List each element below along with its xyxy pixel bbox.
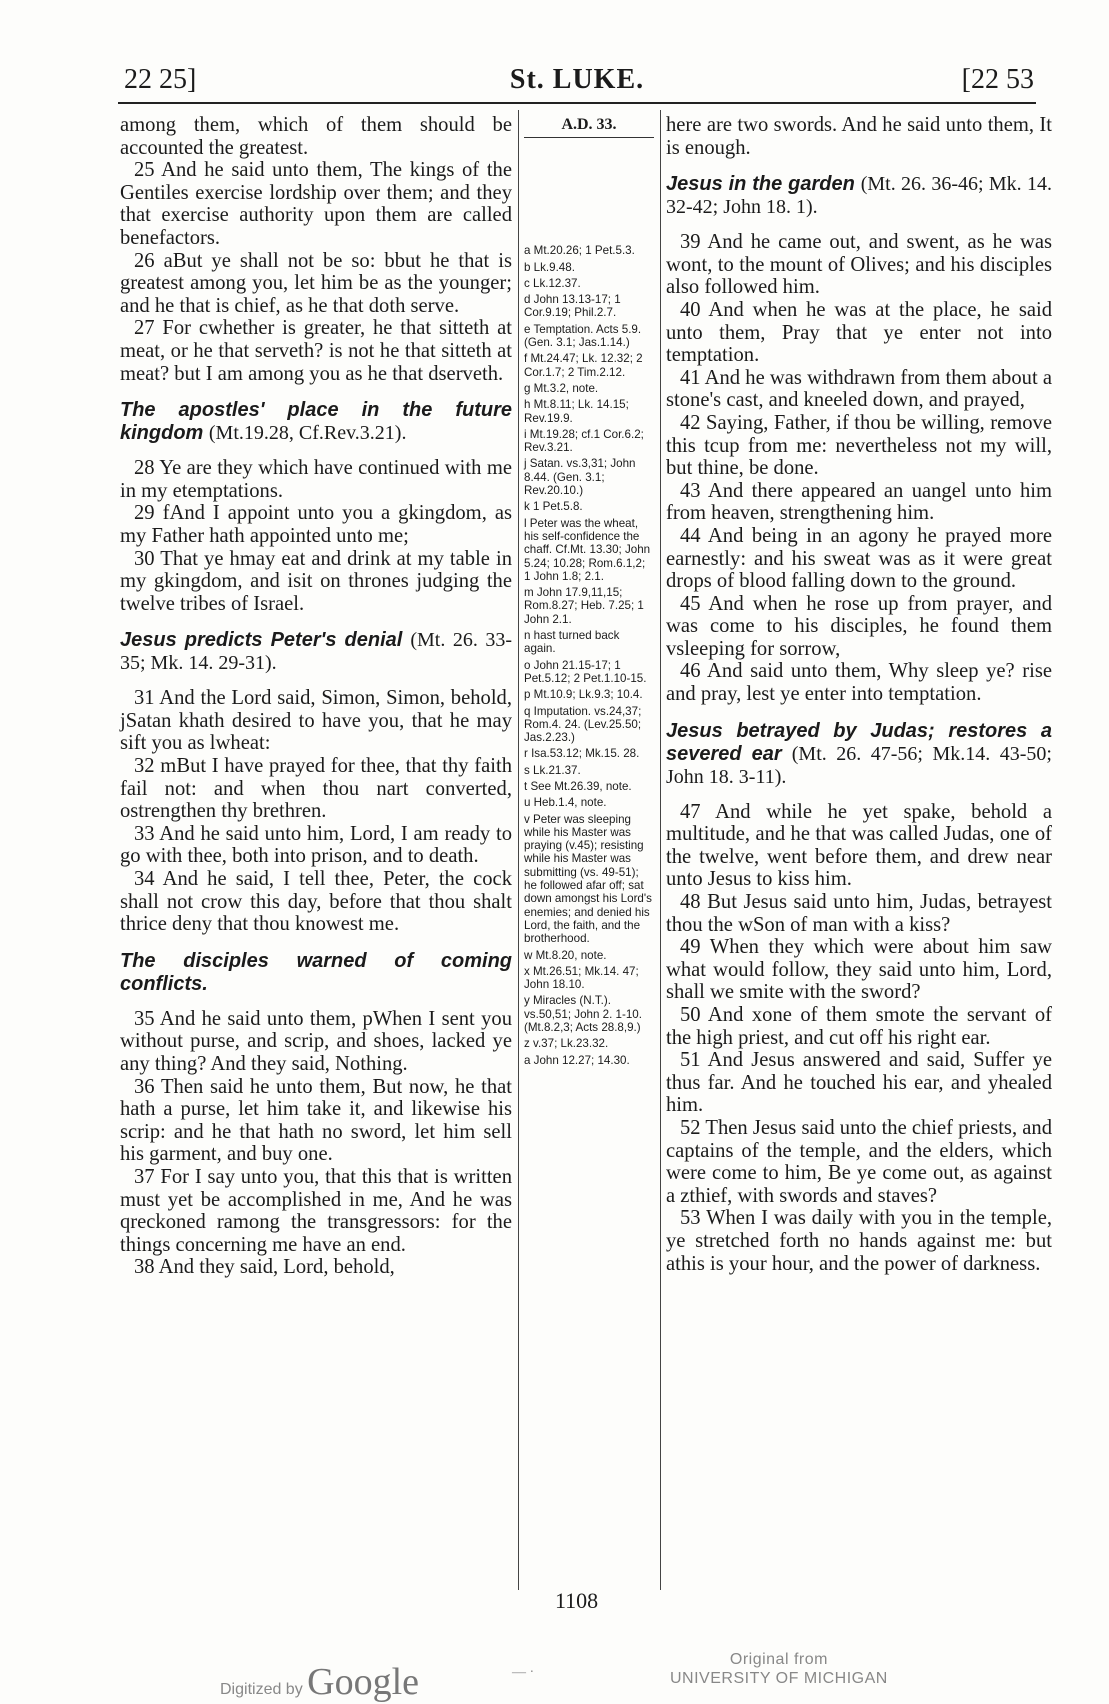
verse: 26 aBut ye shall not be so: bbut he that is greatest among you, let him be as the younger; and he that is chief, as he that doth serve. [120, 249, 512, 317]
verse: 51 And Jesus answered and said, Suffer ye thus far. And he touched his ear, and yhealed him. [666, 1049, 1052, 1117]
verse-continuation: here are two swords. And he said unto them, It is enough. [666, 114, 1052, 159]
margin-note: v Peter was sleeping while his Master was praying (v.45); resisting while his Master was submitting (vs. 49-51); he followed afar off; sat down amongst his Lord's enemies; and denied his Lord, the faith, and the brotherhood. [524, 812, 652, 946]
margin-note: a John 12.27; 14.30. [524, 1053, 630, 1067]
verse: 52 Then Jesus said unto the chief priests, and captains of the temple, and the elders, which were come to him, Be ye come out, as against a zthief, with swords and staves? [666, 1116, 1052, 1207]
section-heading-reference: (Mt. 26. 47-56; Mk.14. 43-50; John 18. 3-11). [666, 742, 1052, 788]
margin-note: c Lk.12.37. [524, 276, 581, 290]
verse: 30 That ye hmay eat and drink at my table in my gkingdom, and isit on thrones judging the twelve tribes of Israel. [120, 547, 512, 615]
column-divider-right [660, 110, 661, 1590]
section-heading-reference: (Mt. 26. 33-35; Mk. 14. 29-31). [120, 629, 512, 675]
margin-note: i Mt.19.28; cf.1 Cor.6.2; Rev.3.21. [524, 427, 644, 455]
verse: 25 And he said unto them, The kings of the Gentiles exercise lordship over them; and they that exercise authority upon them are called benefactors. [120, 159, 512, 249]
verse: 34 And he said, I tell thee, Peter, the cock shall not crow this day, before that thou shalt thrice deny that thou knowest me. [120, 868, 512, 936]
verse: 43 And there appeared an uangel unto him from heaven, strengthening him. [666, 479, 1052, 525]
margin-note: b Lk.9.48. [524, 260, 575, 274]
margin-note: q Imputation. vs.24,37; Rom.4. 24. (Lev.25.50; Jas.2.23.) [524, 704, 642, 745]
margin-note: z v.37; Lk.23.32. [524, 1037, 609, 1051]
margin-note: x Mt.26.51; Mk.14. 47; John 18.10. [524, 964, 639, 992]
section-heading-reference: (Mt.19.28, Cf.Rev.3.21). [208, 422, 407, 445]
margin-note: u Heb.1.4, note. [524, 796, 607, 810]
header-chapter-verse-right: [22 53 [961, 64, 1034, 95]
verse: 28 Ye are they which have continued with me in my etemptations. [120, 457, 512, 502]
year-label: A.D. 33. [524, 118, 654, 138]
verse: 38 And they said, Lord, behold, [134, 1256, 395, 1279]
verse: 32 mBut I have prayed for thee, that thy faith fail not: and when thou nart converted, ostrengthen thy brethren. [120, 755, 512, 823]
digitized-label: Digitized by [220, 1681, 303, 1698]
section-heading [120, 950, 512, 996]
margin-note: p Mt.10.9; Lk.9.3; 10.4. [524, 688, 643, 702]
verse: 49 When they which were about him saw what would follow, they said unto him, Lord, shall we smite with the sword? [666, 936, 1052, 1004]
verse: 31 And the Lord said, Simon, Simon, behold, jSatan khath desired to have you, that he may sift you as lwheat: [120, 687, 512, 755]
margin-note: e Temptation. Acts 5.9. (Gen. 3.1; Jas.1.14.) [524, 322, 642, 350]
margin-note: o John 21.15-17; 1 Pet.5.12; 2 Pet.1.10-15. [524, 658, 647, 685]
margin-note: j Satan. vs.3,31; John 8.44. (Gen. 3.1; Rev.20.10.) [524, 457, 636, 498]
verse: 53 When I was daily with you in the temple, ye stretched forth no hands against me: but athis is your hour, and the power of darkness. [666, 1207, 1052, 1275]
section-heading [666, 720, 1052, 789]
verse: 39 And he came out, and swent, as he was wont, to the mount of Olives; and his disciples also followed him. [666, 231, 1052, 299]
section-heading-title: Jesus in the garden [666, 173, 861, 196]
original-from-label: Original from [729, 1651, 828, 1668]
original-source-watermark [670, 1650, 888, 1688]
margin-notes-list [524, 244, 654, 1067]
verse-continuation: among them, which of them should be accounted the greatest. [120, 114, 512, 159]
section-heading-title: Jesus betrayed by Judas; restores a severed ear [666, 719, 1052, 765]
digitized-watermark [220, 1660, 419, 1704]
margin-note: m John 17.9,11,15; Rom.8.27; Heb. 7.25; 1 John 2.1. [524, 586, 644, 626]
header-book-title: St. LUKE. [509, 64, 645, 95]
verse: 48 But Jesus said unto him, Judas, betrayest thou the wSon of man with a kiss? [666, 891, 1052, 936]
verse: 42 Saying, Father, if thou be willing, remove this tcup from me: nevertheless not my will, but thine, be done. [666, 411, 1052, 480]
margin-note: s Lk.21.37. [524, 763, 581, 777]
right-text-column [666, 114, 1052, 1275]
verse: 33 And he said unto him, Lord, I am ready to go with thee, both into prison, and to death. [120, 822, 512, 868]
margin-note: t See Mt.26.39, note. [524, 779, 632, 793]
verse: 45 And when he rose up from prayer, and was come to his disciples, he found them vsleeping for sorrow, [666, 592, 1052, 660]
verse: 46 And said unto them, Why sleep ye? rise and pray, lest ye enter into temptation. [666, 660, 1052, 706]
verse: 40 And when he was at the place, he said unto them, Pray that ye enter not into temptation. [666, 298, 1052, 367]
verse: 37 For I say unto you, that this that is written must yet be accomplished in me, And he was qreckoned ramong the transgressors: for the things concerning me have an end. [120, 1165, 512, 1256]
footer-mark: — · [512, 1665, 535, 1680]
margin-note: f Mt.24.47; Lk. 12.32; 2 Cor.1.7; 2 Tim.2.12. [524, 352, 643, 379]
section-heading-title: The apostles' place in the future kingdom [120, 399, 512, 445]
margin-note: y Miracles (N.T.). vs.50,51; John 2. 1-10. (Mt.8.2,3; Acts 28.8,9.) [524, 994, 642, 1035]
section-heading [120, 399, 512, 445]
left-text-column [120, 114, 512, 1279]
margin-note: d John 13.13-17; 1 Cor.9.19; Phil.2.7. [524, 293, 621, 320]
header-chapter-verse-left: 22 25] [124, 64, 197, 95]
verse: 35 And he said unto them, pWhen I sent you without purse, and scrip, and shoes, lacked ye any thing? And they said, Nothing. [120, 1007, 512, 1075]
margin-note: n hast turned back again. [524, 629, 620, 656]
verse: 44 And being in an agony he prayed more earnestly: and his sweat was as it were great drops of blood falling down to the ground. [666, 524, 1052, 593]
section-heading-reference: (Mt. 26. 36-46; Mk. 14. 32-42; John 18. 1). [666, 173, 1053, 219]
column-divider-left [518, 110, 519, 1590]
margin-note: g Mt.3.2, note. [524, 381, 599, 395]
verse: 36 Then said he unto them, But now, he that hath a purse, let him take it, and likewise his scrip: and he that hath no sword, let him sell his garment, and buy one. [120, 1075, 512, 1166]
university-label: UNIVERSITY OF MICHIGAN [670, 1670, 888, 1687]
verse: 50 And xone of them smote the servant of the high priest, and cut off his right ear. [666, 1004, 1052, 1049]
margin-note: h Mt.8.11; Lk. 14.15; Rev.19.9. [524, 398, 629, 425]
verse: 47 And while he yet spake, behold a multitude, and he that was called Judas, one of the twelve, went before them, and drew near unto Jesus to kiss him. [666, 800, 1052, 891]
section-heading-title: The disciples warned of coming conflicts. [120, 949, 512, 995]
section-heading-title: Jesus predicts Peter's denial [120, 629, 411, 652]
margin-note: l Peter was the wheat, his self-confidence the chaff. Cf.Mt. 13.30; John 5.24; 10.28; Rom.6.1,2; 1 John 1.8; 2.1. [524, 516, 651, 583]
margin-note: k 1 Pet.5.8. [524, 500, 583, 514]
section-heading [120, 629, 512, 675]
margin-notes-column [524, 118, 654, 1070]
margin-note: w Mt.8.20, note. [524, 948, 607, 962]
google-logo: Google [307, 1661, 420, 1703]
margin-note: a Mt.20.26; 1 Pet.5.3. [524, 244, 635, 258]
verse: 27 For cwhether is greater, he that sitteth at meat, or he that serveth? is not he that sitteth at meat? but I am among you as he that dserveth. [120, 317, 512, 385]
page-number: 1108 [555, 1588, 599, 1613]
verse: 29 fAnd I appoint unto you a gkingdom, as my Father hath appointed unto me; [120, 502, 512, 547]
section-heading [666, 173, 1052, 219]
margin-note: r Isa.53.12; Mk.15. 28. [524, 747, 640, 761]
page-header [118, 62, 1036, 104]
verse: 41 And he was withdrawn from them about a stone's cast, and kneeled down, and prayed, [666, 366, 1052, 412]
